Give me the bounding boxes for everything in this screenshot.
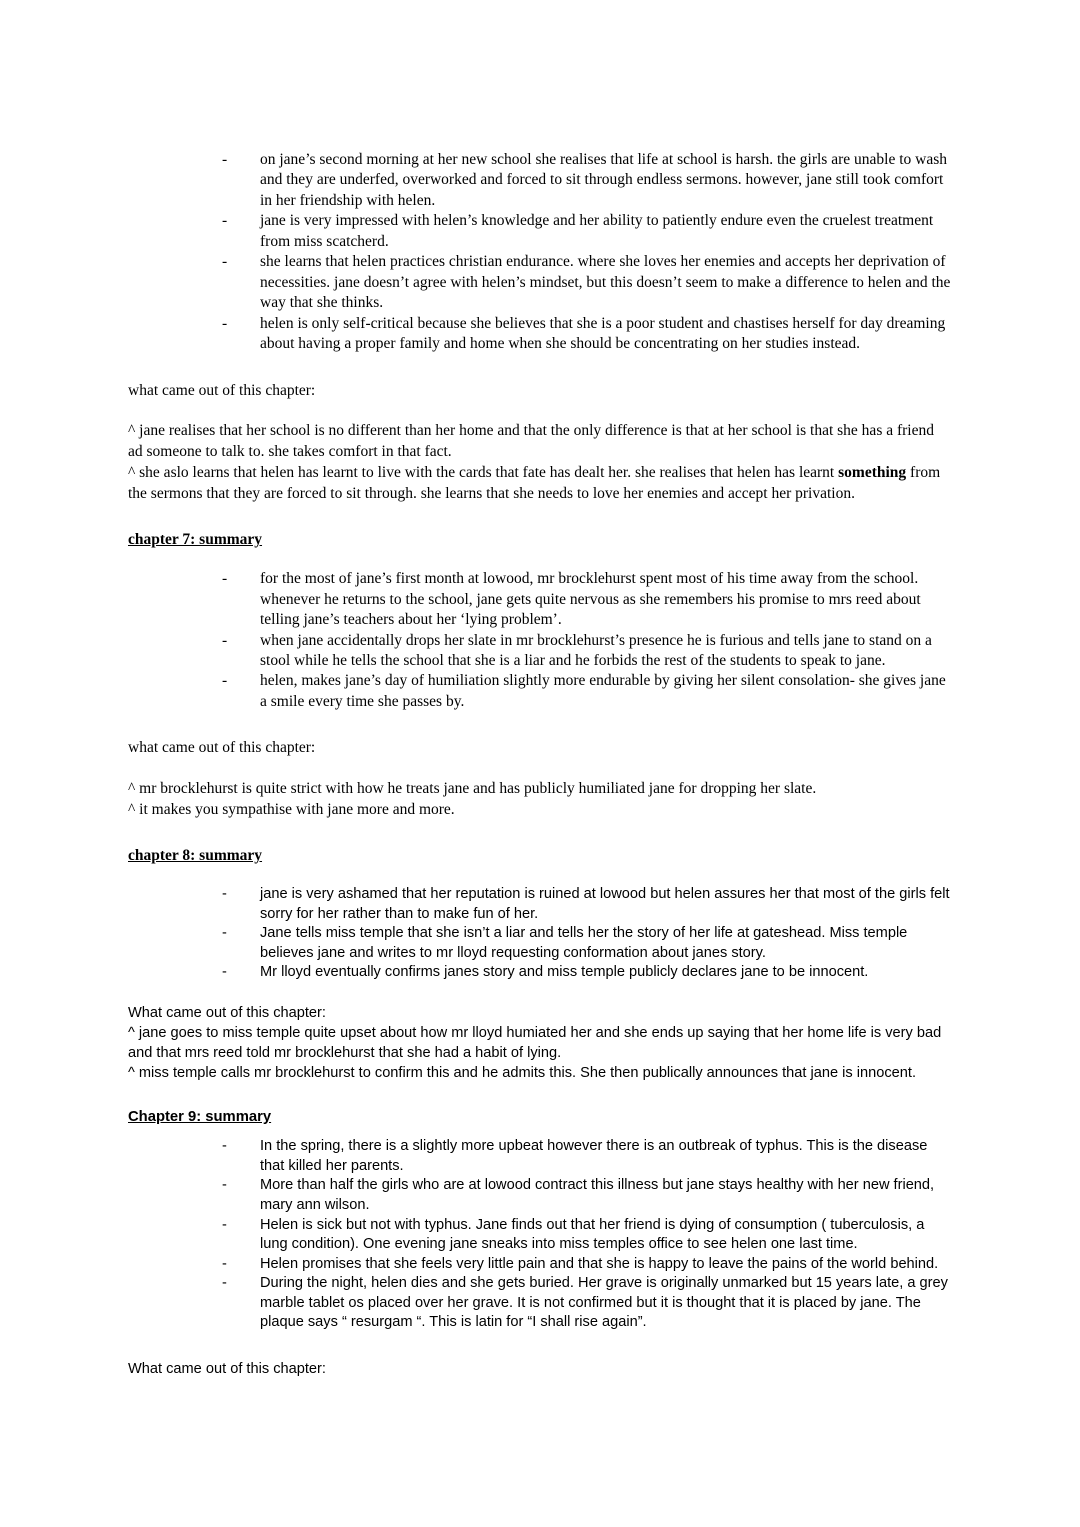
list-item-text: During the night, helen dies and she gets buried. Her grave is originally unmarked but 15 years late, a grey marble tablet os placed over her grave. It is not confirmed but it is thought that it is placed by jane. The plaque says “ resurgam “. This is latin for “I shall rise again”. [260,1275,948,1331]
outcome-text-pre: ^ she aslo learns that helen has learnt to live with the cards that fate has dealt her. she realises that helen has learnt [128,464,839,482]
chapter6-bullet-list [128,150,952,355]
list-item-text: on jane’s second morning at her new school she realises that life at school is harsh. the girls are unable to wash and they are underfed, overworked and forced to sit through endless sermons. however, jane still took comfort in her friendship with helen. [260,151,947,209]
bullet-marker: - [222,570,228,588]
chapter9-bullet-list [128,1137,952,1332]
list-item [222,569,952,630]
bullet-marker: - [222,212,228,230]
bullet-marker: - [222,314,228,332]
bullet-marker: - [222,925,227,942]
bullet-marker: - [222,886,227,903]
chapter9-heading: Chapter 9: summary [128,1109,272,1126]
spacer [128,549,952,569]
spacer [128,401,952,421]
list-item-text: for the most of jane’s first month at lowood, mr brocklehurst spent most of his time away from the school. whenever he returns to the school, jane gets quite nervous as she remembers his promise to mrs reed about telling jane’s teachers about her ‘lying problem’. [260,570,921,629]
list-item [222,1274,952,1333]
list-item [222,1137,952,1176]
spacer [128,505,952,531]
bullet-marker: - [222,1255,227,1272]
bullet-marker: - [222,253,228,271]
chapter6-outcome-label: what came out of this chapter: [128,381,316,399]
chapter7-bullet-list [128,569,952,712]
outcome-text-emphasis: something [838,464,907,482]
list-item [222,885,952,924]
spacer [128,983,952,1003]
chapter7-heading: chapter 7: summary [128,531,263,549]
chapter8-outcome-1: ^ jane goes to miss temple quite upset about how mr lloyd humiated her and she ends up saying that her home life is very bad and that mrs reed told mr brocklehurst that she had a habit of lying. [128,1024,942,1062]
spacer [128,712,952,738]
list-item-text: helen, makes jane’s day of humiliation slightly more endurable by giving her silent consolation- she gives jane a smile every time she passes by. [260,672,946,710]
chapter7-outcome-label: what came out of this chapter: [128,739,316,757]
list-item [222,1255,952,1275]
spacer [128,355,952,381]
list-item [222,1176,952,1215]
list-item [222,671,952,712]
chapter6-outcome-2 [128,463,952,505]
list-item [222,1216,952,1255]
chapter8-outcome-2: ^ miss temple calls mr brocklehurst to confirm this and he admits this. She then publically announces that jane is innocent. [128,1065,916,1082]
list-item-text: she learns that helen practices christian endurance. where she loves her enemies and accepts her deprivation of necessities. jane doesn’t agree with helen’s mindset, but this doesn’t seem to make a difference to helen and the way that she thinks. [260,253,951,312]
chapter7-outcome-1: ^ mr brocklehurst is quite strict with how he treats jane and has publicly humiliated jane for dropping her slate. [128,780,817,798]
list-item-text: More than half the girls who are at lowood contract this illness but jane stays healthy with her new friend, mary ann wilson. [260,1177,935,1213]
bullet-marker: - [222,1275,227,1292]
list-item-text: Helen is sick but not with typhus. Jane finds out that her friend is dying of consumption ( tuberculosis, a lung condition). One evening jane sneaks into miss temples office to see helen one last time. [260,1216,925,1253]
chapter6-outcome-1: ^ jane realises that her school is no different than her home and that the only difference is that at her school is that she has a friend ad someone to talk to. she takes comfort in that fact. [128,422,934,461]
list-item [222,252,952,313]
list-item [222,963,952,983]
bullet-marker: - [222,964,227,981]
spacer [128,865,952,885]
list-item [222,314,952,355]
list-item-text: jane is very impressed with helen’s knowledge and her ability to patiently endure even the cruelest treatment from miss scatcherd. [260,212,934,250]
chapter7-outcome-2: ^ it makes you sympathise with jane more and more. [128,801,455,819]
list-item [222,150,952,211]
outcome-text-post: from the sermons that they are forced to sit through. she learns that she needs to love her enemies and accept her privation. [128,464,941,503]
list-item-text: jane is very ashamed that her reputation is ruined at lowood but helen assures her that most of the girls felt sorry for her rather than to make fun of her. [260,886,950,922]
list-item [222,211,952,252]
list-item-text: Helen promises that she feels very little pain and that she is happy to leave the pains of the world behind. [260,1255,939,1272]
spacer [128,1333,952,1359]
list-item-text: In the spring, there is a slightly more upbeat however there is an outbreak of typhus. This is the disease that killed her parents. [260,1138,928,1174]
spacer [128,759,952,779]
bullet-marker: - [222,1177,227,1194]
chapter8-bullet-list [128,885,952,983]
bullet-marker: - [222,1138,227,1155]
list-item-text: helen is only self-critical because she believes that she is a poor student and chastises herself for day dreaming about having a proper family and home when she should be concentrating on her studies instead. [260,314,946,353]
bullet-marker: - [222,151,228,168]
list-item-text: when jane accidentally drops her slate in mr brocklehurst’s presence he is furious and tells jane to stand on a stool while he tells the school that she is a liar and he forbids the rest of the students to speak to jane. [260,631,932,669]
list-item-text: Jane tells miss temple that she isn’t a liar and tells her the story of her life at gateshead. Miss temple believes jane and writes to mr lloyd requesting conformation about janes story. [260,925,908,961]
chapter8-heading: chapter 8: summary [128,847,263,865]
bullet-marker: - [222,672,228,690]
spacer [128,1083,952,1109]
spacer [128,1125,952,1137]
spacer [128,821,952,847]
chapter8-outcome-label: What came out of this chapter: [128,1004,326,1021]
bullet-marker: - [222,1216,227,1233]
list-item [222,924,952,963]
list-item [222,631,952,672]
bullet-marker: - [222,631,228,649]
chapter9-outcome-label: What came out of this chapter: [128,1360,326,1377]
list-item-text: Mr lloyd eventually confirms janes story and miss temple publicly declares jane to be innocent. [260,964,869,981]
